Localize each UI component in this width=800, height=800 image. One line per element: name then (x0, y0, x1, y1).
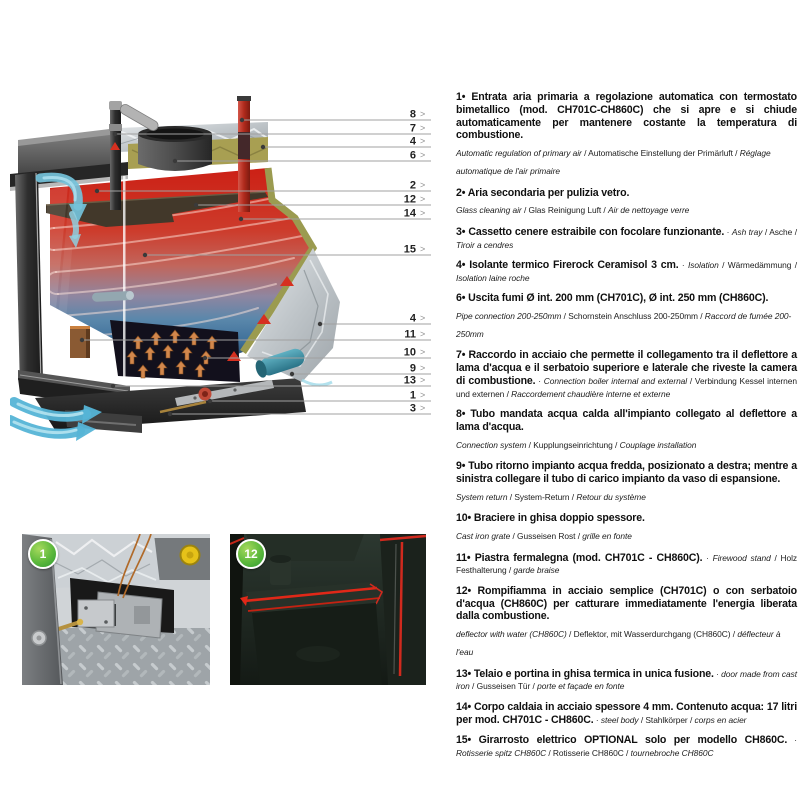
list-item (456, 187, 797, 219)
list-item: 7• Raccordo in acciaio che permette il collegamento tra il deflettore a lama d'acqua e il serbatoio superiore e laterale che riveste la camera di combustione. · Connection boiler internal and external / Verbindung Kessel internen und externen / Raccordement chaudière interne et externe (456, 349, 797, 399)
svg-text:13: 13 (403, 374, 416, 387)
item-main-text: Braciere in ghisa doppio spessore. (473, 512, 645, 525)
item-main-text: Rompifiamma in acciaio semplice (CH701C) o con serbatoio d'acqua (CH860C) per catturare immediatamente l'energia liberata dalla combustione. (456, 584, 798, 623)
chevron-right-icon: > (420, 208, 426, 218)
list-item: 14• Corpo caldaia in acciaio spessore 4 mm. Contenuto acqua: 17 litri per mod. CH701C - CH860C. · steel body / Stahlkörper / corps en acier (456, 700, 797, 726)
item-number: 4• (456, 259, 466, 272)
boiler-cutaway-diagram (10, 80, 440, 450)
item-number: 1• (456, 91, 466, 103)
item-number: 2• (456, 186, 466, 199)
legend-column (456, 91, 797, 767)
list-item (456, 585, 797, 660)
item-number: 11• (456, 551, 471, 564)
item-translations: Ash tray / Asche / Tiroir a cendres (456, 226, 798, 250)
chevron-right-icon: > (420, 244, 426, 254)
chevron-right-icon: > (420, 390, 426, 400)
item-number: 8• (456, 408, 466, 421)
item-main-text: Uscita fumi Ø int. 200 mm (CH701C), Ø int. 250 mm (CH860C). (468, 292, 769, 305)
item-main-text: Telaio e portina in ghisa termica in unica fusione. (473, 667, 714, 680)
photo-badge: 12 (236, 539, 266, 569)
svg-text:12: 12 (403, 193, 416, 206)
chevron-right-icon: > (420, 136, 426, 146)
svg-text:7: 7 (409, 122, 416, 135)
svg-text:9: 9 (409, 362, 416, 375)
item-number: 7• (456, 349, 466, 362)
svg-text:14: 14 (403, 207, 416, 220)
chevron-right-icon: > (420, 329, 426, 339)
svg-text:1: 1 (409, 389, 416, 402)
list-item: 13• Telaio e portina in ghisa termica in unica fusione. · door made from cast iron / Gusseisen Tür / porte et façade en fonte (456, 667, 797, 692)
item-number: 15• (456, 733, 472, 746)
callout-8 (240, 109, 431, 123)
photo-badge: 1 (28, 539, 58, 569)
item-main-text: Piastra fermalegna (mod. CH701C - CH860C). (474, 551, 703, 564)
item-number: 12• (456, 584, 472, 597)
chimney-collar (138, 126, 212, 171)
item-main-text: Entrata aria primaria a regolazione automatica con termostato bimetallico (mod. CH701C-CH860C) che si apre e si chiude automaticamente per mantenere costante la temperatura di combustione. (456, 91, 797, 142)
item-main-text: Tubo mandata acqua calda all'impianto collegato al deflettore a lama d'acqua. (456, 408, 797, 433)
firebox-lower-panel (252, 603, 382, 685)
list-item: 4• Isolante termico Firerock Ceramisol 3 cm. · Isolation / Wärmedämmung / Isolation laine roche (456, 259, 797, 283)
list-item (456, 512, 797, 544)
foil-insulation (50, 534, 160, 588)
callout-4 (261, 136, 431, 150)
chevron-right-icon: > (420, 403, 426, 413)
svg-text:4: 4 (409, 312, 416, 325)
chevron-right-icon: > (420, 180, 426, 190)
item-main-text: Corpo caldaia in acciaio spessore 4 mm. Contenuto acqua: 17 litri per mod. CH701C - CH860C. (456, 700, 797, 726)
list-item (456, 292, 797, 342)
photo-thermostat (22, 534, 210, 685)
firebox-right-column (380, 534, 426, 685)
item-main-text: Girarrosto elettrico OPTIONAL solo per modello CH860C. (478, 733, 788, 746)
chevron-right-icon: > (420, 363, 426, 373)
svg-text:11: 11 (404, 328, 416, 341)
item-translations: steel body / Stahlkörper / corps en acier (600, 714, 747, 725)
svg-text:6: 6 (409, 149, 416, 162)
thermostat-valve (199, 388, 212, 401)
pipe-stub (270, 555, 291, 585)
item-translations: Pipe connection 200-250mm / Schornstein Anschluss 200-250mm / Raccord de fumée 200-250mm (456, 310, 792, 339)
item-translations: Connection boiler internal and external / Verbindung Kessel internen und externen / Raccordement chaudière interne et externe (456, 376, 797, 399)
svg-text:15: 15 (403, 243, 416, 256)
chevron-right-icon: > (420, 194, 426, 204)
photo-deflector (230, 534, 426, 685)
item-main-text: Isolante termico Firerock Ceramisol 3 cm. (469, 259, 679, 272)
item-translations: Isolation / Wärmedämmung / Isolation laine roche (456, 260, 797, 283)
item-number: 14• (456, 700, 472, 713)
chevron-right-icon: > (420, 150, 426, 160)
air-swirl (302, 380, 332, 385)
svg-text:10: 10 (403, 346, 416, 359)
list-item (456, 91, 797, 179)
item-number: 10• (456, 512, 472, 525)
svg-text:2: 2 (409, 179, 416, 192)
item-number: 9• (456, 460, 466, 473)
chevron-right-icon: > (420, 123, 426, 133)
item-number: 3• (456, 225, 466, 238)
item-translations: Glass cleaning air / Glas Reinigung Luft / Air de nettoyage verre (456, 205, 690, 216)
svg-text:3: 3 (409, 402, 416, 415)
svg-text:8: 8 (409, 108, 416, 121)
firewood-stand-plate (70, 326, 90, 358)
glass-pane-edge (123, 176, 126, 394)
item-number: 13• (456, 667, 472, 680)
chevron-right-icon: > (420, 375, 426, 385)
item-main-text: Aria secondaria per pulizia vetro. (467, 186, 630, 199)
list-item (456, 408, 797, 453)
list-item: 15• Girarrosto elettrico OPTIONAL solo per modello CH860C. · Rotisserie spitz CH860C / Rotisserie CH860C / tournebroche CH860C (456, 733, 798, 758)
yellow-cap (181, 546, 200, 565)
list-item: 3• Cassetto cenere estraibile con focolare funzionante. · Ash tray / Asche / Tiroir a cendres (456, 225, 798, 250)
item-number: 6• (456, 292, 466, 305)
item-translations: Firewood stand / Holz Festhalterung / garde braise (456, 552, 798, 576)
hot-water-pipe (237, 96, 251, 212)
item-translations: door made from cast iron / Gusseisen Tür / porte et façade en fonte (456, 668, 797, 692)
chevron-right-icon: > (420, 313, 426, 323)
item-main-text: Raccordo in acciaio che permette il collegamento tra il deflettore a lama d'acqua e il serbatoio superiore e laterale che riveste la camera di combustione. (456, 349, 797, 388)
item-main-text: Cassetto cenere estraibile con focolare funzionante. (468, 225, 725, 238)
list-item (456, 460, 797, 505)
svg-text:4: 4 (409, 135, 416, 148)
chevron-right-icon: > (420, 109, 426, 119)
item-translations: Connection system / Kupplungseinrichtung / Couplage installation (456, 439, 697, 450)
item-translations: Automatic regulation of primary air / Automatische Einstellung der Primärluft / Réglage automatique de l'air primaire (456, 148, 771, 177)
chevron-right-icon: > (420, 347, 426, 357)
item-translations: Cast iron grate / Gusseisen Rost / grille en fonte (456, 531, 632, 542)
item-translations: System return / System-Return / Retour du système (456, 491, 646, 502)
item-main-text: Tubo ritorno impianto acqua fredda, posizionato a destra; mentre a sinistra collegare il tubo di carico impianto da vaso di espansione. (456, 460, 797, 486)
item-translations: deflector with water (CH860C) / Deflektor, mit Wasserdurchgang (CH860C) / déflecteur à l'eau (456, 629, 781, 658)
item-translations: Rotisserie spitz CH860C / Rotisserie CH860C / tournebroche CH860C (456, 747, 714, 758)
list-item: 11• Piastra fermalegna (mod. CH701C - CH860C). · Firewood stand / Holz Festhalterung / garde braise (456, 551, 798, 576)
